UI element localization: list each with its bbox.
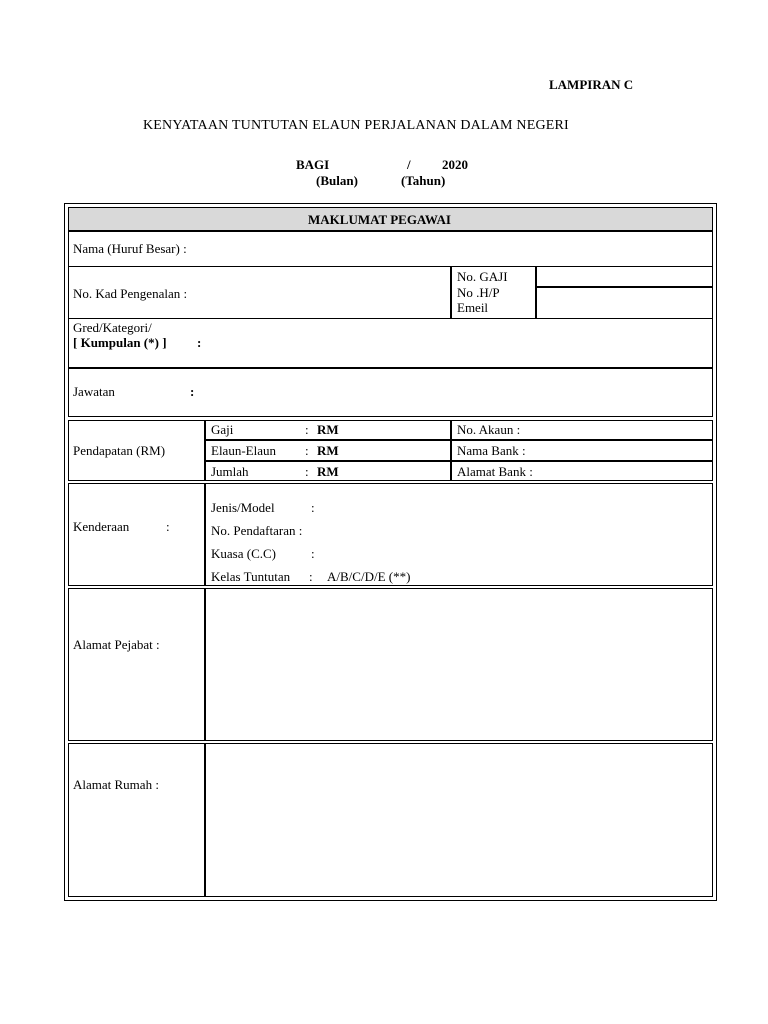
kenderaan-label: Kenderaan <box>73 519 130 534</box>
pendapatan-label: Pendapatan (RM) <box>73 443 166 458</box>
gaji-colon: : <box>305 422 309 437</box>
no-akaun-label: No. Akaun : <box>457 422 521 437</box>
lampiran-label: LAMPIRAN C <box>549 77 634 92</box>
jumlah-colon: : <box>305 464 309 479</box>
gred-label: Gred/Kategori/ <box>73 320 152 335</box>
gaji-rm: RM <box>317 422 339 437</box>
tahun-label: (Tahun) <box>401 173 446 188</box>
bagi-label: BAGI <box>296 157 330 172</box>
kumpulan-label: [ Kumpulan (*) ] <box>73 335 167 350</box>
kelas-tuntutan-value: A/B/C/D/E (**) <box>327 569 411 584</box>
alamat-rumah-label: Alamat Rumah : <box>73 777 159 792</box>
emeil-label: Emeil <box>457 300 489 315</box>
nama-label: Nama (Huruf Besar) : <box>73 241 187 256</box>
alamat-pejabat-row[interactable] <box>68 588 713 741</box>
kelas-tuntutan-colon: : <box>309 569 313 584</box>
no-hp-label: No .H/P <box>457 285 500 300</box>
kenderaan-colon: : <box>166 519 170 534</box>
nama-bank-label: Nama Bank : <box>457 443 526 458</box>
section-title: MAKLUMAT PEGAWAI <box>308 212 451 227</box>
bulan-label: (Bulan) <box>316 173 358 188</box>
kuasa-colon: : <box>311 546 315 561</box>
alamat-rumah-row[interactable] <box>68 743 713 897</box>
kumpulan-colon: : <box>197 335 202 350</box>
no-gaji-label: No. GAJI <box>457 269 508 284</box>
elaun-label: Elaun-Elaun <box>211 443 276 458</box>
kuasa-label: Kuasa (C.C) <box>211 546 276 561</box>
jenis-model-label: Jenis/Model <box>211 500 275 515</box>
year-value: 2020 <box>442 157 468 172</box>
jawatan-label: Jawatan <box>73 384 115 399</box>
jawatan-colon: : <box>190 384 195 399</box>
kelas-tuntutan-label: Kelas Tuntutan <box>211 569 291 584</box>
period-slash: / <box>407 157 411 172</box>
ic-label: No. Kad Pengenalan : <box>73 286 188 301</box>
no-pendaftaran-label: No. Pendaftaran : <box>211 523 303 538</box>
gaji-label: Gaji <box>211 422 234 437</box>
alamat-bank-label: Alamat Bank : <box>457 464 533 479</box>
alamat-pejabat-label: Alamat Pejabat : <box>73 637 160 652</box>
elaun-rm: RM <box>317 443 339 458</box>
elaun-colon: : <box>305 443 309 458</box>
jenis-model-colon: : <box>311 500 315 515</box>
jumlah-rm: RM <box>317 464 339 479</box>
jumlah-label: Jumlah <box>211 464 249 479</box>
page-title: KENYATAAN TUNTUTAN ELAUN PERJALANAN DALAM NEGERI <box>143 118 569 133</box>
